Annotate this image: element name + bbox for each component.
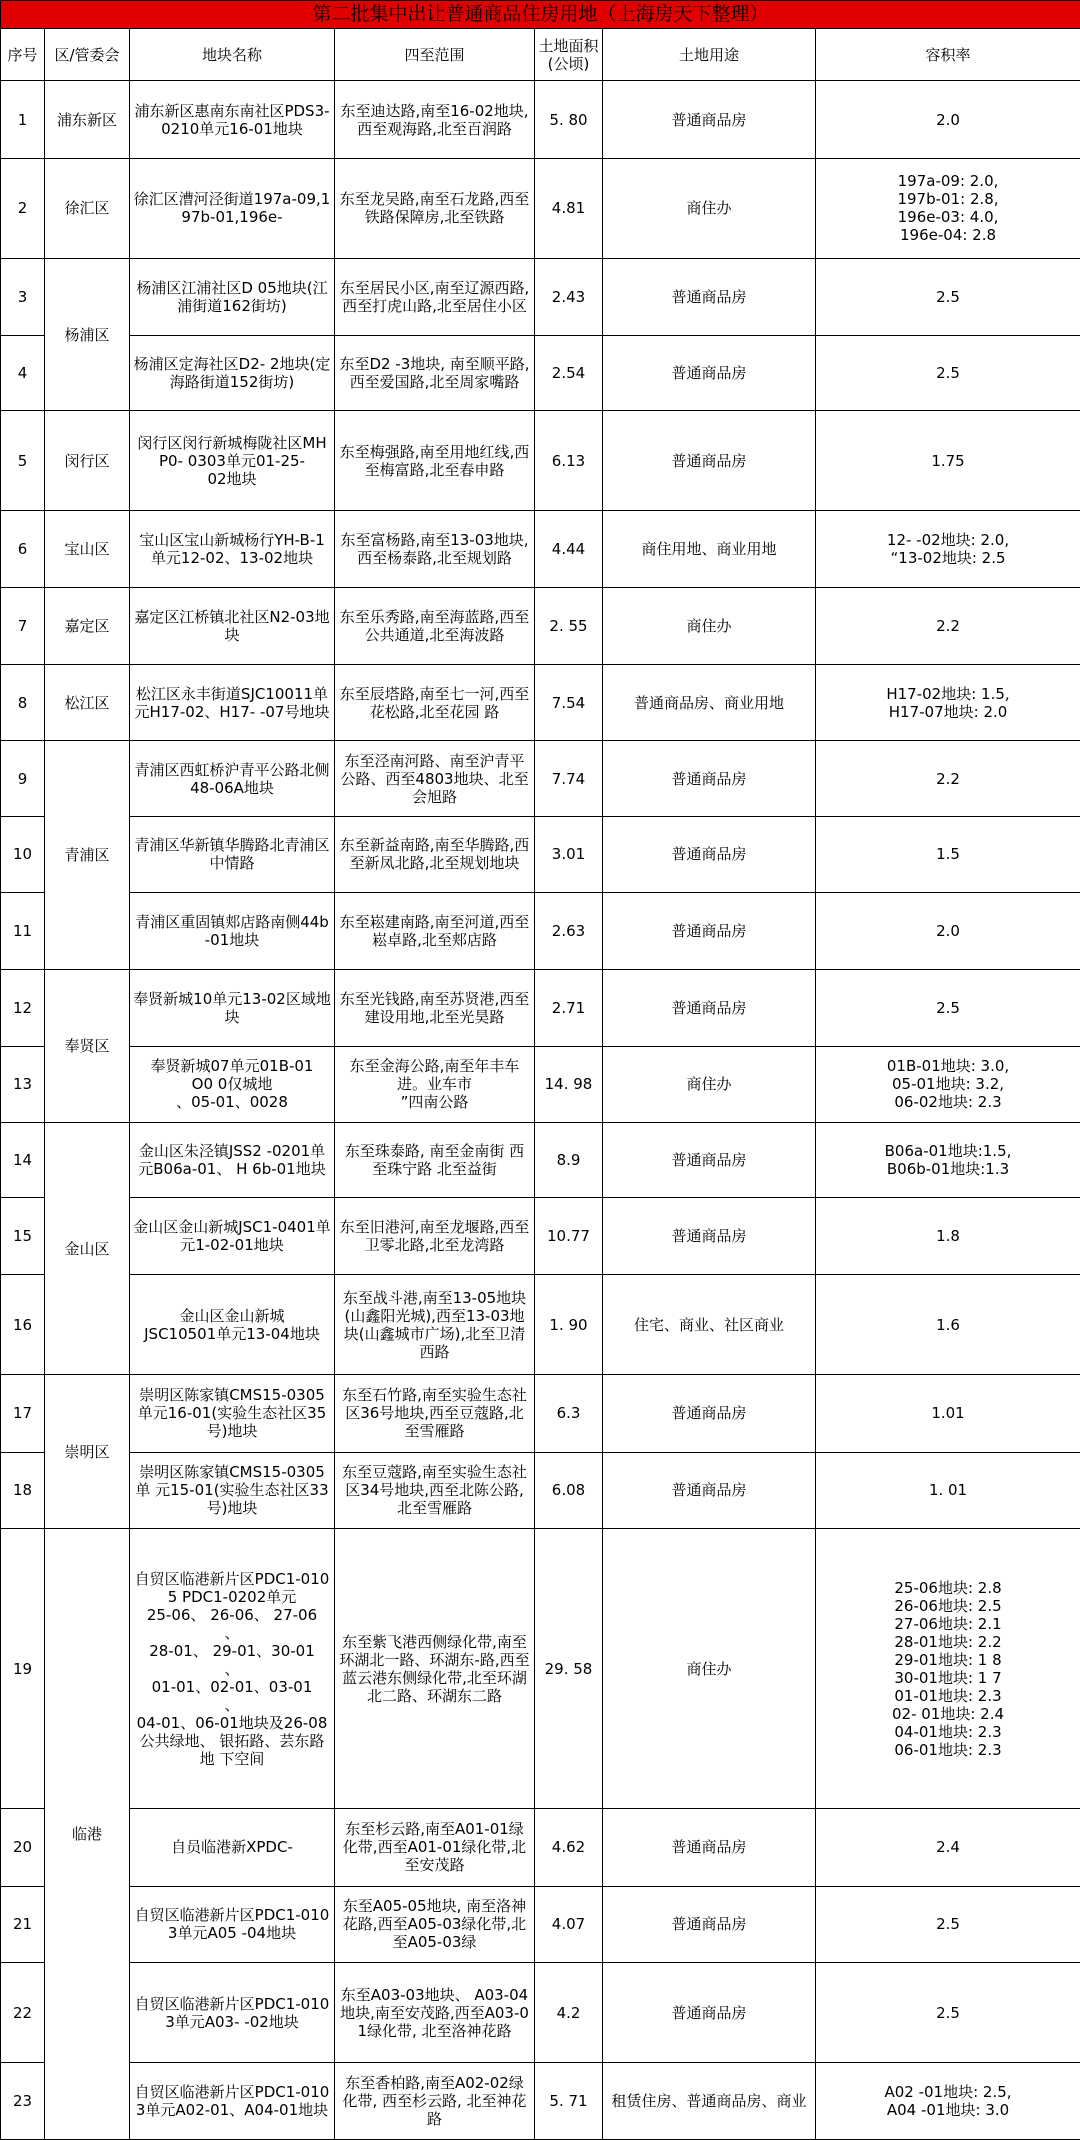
table-row xyxy=(1,587,1080,664)
header-far: 容积率 xyxy=(816,29,1080,81)
plot-name: 徐汇区漕河泾街道197a-09,197b-01,196e- xyxy=(130,158,335,258)
table-row xyxy=(1,1123,1080,1198)
header-bounds: 四至范围 xyxy=(335,29,535,81)
row-number: 15 xyxy=(1,1198,45,1274)
plot-bounds: 东至石竹路,南至实验生态社区36号地块,西至豆蔻路,北至雪雁路 xyxy=(335,1375,535,1452)
table-row xyxy=(1,1452,1080,1528)
land-use: 商住办 xyxy=(603,1528,816,1808)
table-row xyxy=(1,2063,1080,2140)
floor-area-ratio: A02 -01地块: 2.5, A04 -01地块: 3.0 xyxy=(816,2063,1080,2140)
district-cell: 宝山区 xyxy=(45,511,130,587)
land-use: 商住用地、商业用地 xyxy=(603,511,816,587)
land-use: 普通商品房 xyxy=(603,893,816,970)
floor-area-ratio: B06a-01地块:1.5, B06b-01地块:1.3 xyxy=(816,1123,1080,1198)
floor-area-ratio: 2.5 xyxy=(816,1886,1080,1962)
plot-name: 青浦区西虹桥沪青平公路北侧48-06A地块 xyxy=(130,741,335,816)
district-cell: 浦东新区 xyxy=(45,81,130,158)
land-area: 2.43 xyxy=(535,259,603,335)
land-use: 普通商品房 xyxy=(603,741,816,816)
land-use: 住宅、商业、社区商业 xyxy=(603,1274,816,1374)
plot-name: 自贸区临港新片区PDC1-0103单元A02-01、A04-01地块 xyxy=(130,2063,335,2140)
header-no: 序号 xyxy=(1,29,45,81)
plot-bounds: 东至新益南路,南至华腾路,西至新凤北路,北至规划地块 xyxy=(335,816,535,892)
land-use: 普通商品房 xyxy=(603,335,816,410)
plot-bounds: 东至崧建南路,南至河道,西至崧卓路,北至郏店路 xyxy=(335,893,535,970)
table-row xyxy=(1,511,1080,587)
plot-name: 奉贤新城10单元13-02区域地块 xyxy=(130,970,335,1046)
land-area: 4.2 xyxy=(535,1962,603,2062)
land-area: 7.74 xyxy=(535,741,603,816)
plot-name: 宝山区宝山新城杨行YH-B-1单元12-02、13-02地块 xyxy=(130,511,335,587)
plot-bounds: 东至富杨路,南至13-03地块,西至杨泰路,北至规划路 xyxy=(335,511,535,587)
table-row xyxy=(1,1375,1080,1452)
plot-bounds: 东至香柏路,南至A02-02绿化带, 西至杉云路, 北至神花路 xyxy=(335,2063,535,2140)
table-row xyxy=(1,158,1080,258)
plot-bounds: 东至A05-05地块, 南至洛神花路,西至A05-03绿化带,北至A05-03绿 xyxy=(335,1886,535,1962)
land-area: 2.63 xyxy=(535,893,603,970)
land-use: 商住办 xyxy=(603,587,816,664)
floor-area-ratio: 197a-09: 2.0, 197b-01: 2.8, 196e-03: 4.0, 196e-04: 2.8 xyxy=(816,158,1080,258)
plot-name: 金山区金山新城 JSC10501单元13-04地块 xyxy=(130,1274,335,1374)
row-number: 10 xyxy=(1,816,45,892)
land-area: 2.54 xyxy=(535,335,603,410)
table-row xyxy=(1,259,1080,335)
plot-name: 金山区金山新城JSC1-0401单元1-02-01地块 xyxy=(130,1198,335,1274)
row-number: 3 xyxy=(1,259,45,335)
plot-bounds: 东至D2 -3地块, 南至顺平路,西至爱国路,北至周家嘴路 xyxy=(335,335,535,410)
row-number: 1 xyxy=(1,81,45,158)
floor-area-ratio: 25-06地块: 2.8 26-06地块: 2.5 27-06地块: 2.1 28-01地块: 2.2 29-01地块: 1 8 30-01地块: 1 7 01-01地块: 2.3 02- 01地块: 2.4 04-01地块: 2.3 06-01地块: 2.3 xyxy=(816,1528,1080,1808)
floor-area-ratio: 2.4 xyxy=(816,1809,1080,1886)
table-row xyxy=(1,410,1080,510)
table-row xyxy=(1,81,1080,158)
land-area: 4.07 xyxy=(535,1886,603,1962)
plot-name: 杨浦区定海社区D2- 2地块(定海路街道152街坊) xyxy=(130,335,335,410)
row-number: 22 xyxy=(1,1962,45,2062)
land-use: 普通商品房 xyxy=(603,1962,816,2062)
table-row xyxy=(1,1046,1080,1122)
district-cell: 奉贤区 xyxy=(45,970,130,1123)
table-row xyxy=(1,816,1080,892)
floor-area-ratio: 2.5 xyxy=(816,970,1080,1046)
row-number: 7 xyxy=(1,587,45,664)
table-row xyxy=(1,1962,1080,2062)
plot-name: 闵行区闵行新城梅陇社区MHP0- 0303单元01-25- 02地块 xyxy=(130,410,335,510)
table-row xyxy=(1,893,1080,970)
row-number: 12 xyxy=(1,970,45,1046)
table-row xyxy=(1,335,1080,410)
row-number: 5 xyxy=(1,410,45,510)
plot-name: 青浦区重固镇郏店路南侧44b-01地块 xyxy=(130,893,335,970)
title-row xyxy=(1,1,1080,29)
district-cell: 杨浦区 xyxy=(45,259,130,411)
land-area: 29. 58 xyxy=(535,1528,603,1808)
land-area: 4.44 xyxy=(535,511,603,587)
table-row xyxy=(1,1274,1080,1374)
land-area: 2.71 xyxy=(535,970,603,1046)
plot-bounds: 东至金海公路,南至年丰车进。业车市 ”四南公路 xyxy=(335,1046,535,1122)
row-number: 23 xyxy=(1,2063,45,2140)
land-use: 普通商品房 xyxy=(603,81,816,158)
header-plot-name: 地块名称 xyxy=(130,29,335,81)
header-use: 土地用途 xyxy=(603,29,816,81)
plot-name: 杨浦区江浦社区D 05地块(江浦街道162街坊) xyxy=(130,259,335,335)
table-row xyxy=(1,1886,1080,1962)
table-row xyxy=(1,970,1080,1046)
plot-bounds: 东至光钱路,南至苏贤港,西至建设用地,北至光昊路 xyxy=(335,970,535,1046)
row-number: 4 xyxy=(1,335,45,410)
plot-bounds: 东至旧港河,南至龙堰路,西至卫零北路,北至龙湾路 xyxy=(335,1198,535,1274)
row-number: 13 xyxy=(1,1046,45,1122)
plot-name: 嘉定区江桥镇北社区N2-03地块 xyxy=(130,587,335,664)
land-area: 10.77 xyxy=(535,1198,603,1274)
land-use: 普通商品房 xyxy=(603,410,816,510)
row-number: 20 xyxy=(1,1809,45,1886)
plot-bounds: 东至A03-03地块、 A03-04地块,南至安茂路,西至A03-01绿化带, 北至洛神花路 xyxy=(335,1962,535,2062)
land-use: 普通商品房 xyxy=(603,1198,816,1274)
plot-name: 自贸区临港新片区PDC1-0105 PDC1-0202单元 25-06、 26-06、 27-06 、 28-01、 29-01、30-01 、 01-01、02-01、03-01 、 04-01、06-01地块及26-08公共绿地、 银拓路、芸东路地 下空间 xyxy=(130,1528,335,1808)
row-number: 9 xyxy=(1,741,45,816)
plot-bounds: 东至梅强路,南至用地红线,西至梅富路,北至春申路 xyxy=(335,410,535,510)
plot-bounds: 东至豆蔻路,南至实验生态社区34号地块,西至北陈公路,北至雪雁路 xyxy=(335,1452,535,1528)
row-number: 21 xyxy=(1,1886,45,1962)
floor-area-ratio: 1.5 xyxy=(816,816,1080,892)
floor-area-ratio: 1. 01 xyxy=(816,1452,1080,1528)
land-use: 普通商品房 xyxy=(603,816,816,892)
land-area: 5. 80 xyxy=(535,81,603,158)
plot-bounds: 东至乐秀路,南至海蓝路,西至公共通道,北至海波路 xyxy=(335,587,535,664)
plot-bounds: 东至迪达路,南至16-02地块,西至观海路,北至百润路 xyxy=(335,81,535,158)
land-area: 4.62 xyxy=(535,1809,603,1886)
district-cell: 临港 xyxy=(45,1528,130,2139)
land-use: 普通商品房 xyxy=(603,1123,816,1198)
floor-area-ratio: 2.5 xyxy=(816,335,1080,410)
land-use: 商住办 xyxy=(603,1046,816,1122)
plot-bounds: 东至龙吴路,南至石龙路,西至铁路保障房,北至铁路 xyxy=(335,158,535,258)
floor-area-ratio: 2.5 xyxy=(816,259,1080,335)
land-use: 租赁住房、普通商品房、商业 xyxy=(603,2063,816,2140)
district-cell: 松江区 xyxy=(45,665,130,741)
row-number: 6 xyxy=(1,511,45,587)
floor-area-ratio: H17-02地块: 1.5, H17-07地块: 2.0 xyxy=(816,665,1080,741)
plot-bounds: 东至紫飞港西侧绿化带,南至环湖北一路、环湖东-路,西至蓝云港东侧绿化带,北至环湖北二路、环湖东二路 xyxy=(335,1528,535,1808)
plot-name: 崇明区陈家镇CMS15-0305单元16-01(实验生态社区35号)地块 xyxy=(130,1375,335,1452)
plot-bounds: 东至珠泰路, 南至金南街 西至珠宁路 北至益街 xyxy=(335,1123,535,1198)
land-area: 5. 71 xyxy=(535,2063,603,2140)
district-cell: 青浦区 xyxy=(45,741,130,970)
district-cell: 闵行区 xyxy=(45,410,130,510)
land-use: 普通商品房 xyxy=(603,970,816,1046)
table-row xyxy=(1,741,1080,816)
header-row xyxy=(1,29,1080,81)
district-cell: 嘉定区 xyxy=(45,587,130,664)
plot-name: 浦东新区惠南东南社区PDS3-0210单元16-01地块 xyxy=(130,81,335,158)
land-area: 3.01 xyxy=(535,816,603,892)
row-number: 11 xyxy=(1,893,45,970)
row-number: 19 xyxy=(1,1528,45,1808)
land-area: 6.08 xyxy=(535,1452,603,1528)
row-number: 14 xyxy=(1,1123,45,1198)
table-row xyxy=(1,1528,1080,1808)
district-cell: 金山区 xyxy=(45,1123,130,1375)
header-area: 土地面积 (公顷) xyxy=(535,29,603,81)
floor-area-ratio: 2.2 xyxy=(816,741,1080,816)
floor-area-ratio: 1.75 xyxy=(816,410,1080,510)
plot-bounds: 东至居民小区,南至辽源西路,西至打虎山路,北至居住小区 xyxy=(335,259,535,335)
land-area: 4.81 xyxy=(535,158,603,258)
land-area: 7.54 xyxy=(535,665,603,741)
row-number: 8 xyxy=(1,665,45,741)
floor-area-ratio: 1.01 xyxy=(816,1375,1080,1452)
land-area: 14. 98 xyxy=(535,1046,603,1122)
land-area: 1. 90 xyxy=(535,1274,603,1374)
land-area: 2. 55 xyxy=(535,587,603,664)
row-number: 18 xyxy=(1,1452,45,1528)
floor-area-ratio: 2.0 xyxy=(816,893,1080,970)
plot-name: 奉贤新城07单元01B-01 O0 0仅城地 、05-01、0028 xyxy=(130,1046,335,1122)
table-row xyxy=(1,1198,1080,1274)
plot-bounds: 东至泾南河路、南至沪青平公路、西至4803地块、北至会旭路 xyxy=(335,741,535,816)
header-district: 区/管委会 xyxy=(45,29,130,81)
plot-name: 松江区永丰街道SJC10011单元H17-02、H17- -07号地块 xyxy=(130,665,335,741)
land-area: 6.3 xyxy=(535,1375,603,1452)
land-use: 商住办 xyxy=(603,158,816,258)
land-use: 普通商品房 xyxy=(603,1375,816,1452)
row-number: 16 xyxy=(1,1274,45,1374)
floor-area-ratio: 12- -02地块: 2.0, “13-02地块: 2.5 xyxy=(816,511,1080,587)
plot-name: 自贸区临港新片区PDC1-0103单元A05 -04地块 xyxy=(130,1886,335,1962)
floor-area-ratio: 1.6 xyxy=(816,1274,1080,1374)
table-row xyxy=(1,665,1080,741)
land-area: 8.9 xyxy=(535,1123,603,1198)
land-use: 普通商品房 xyxy=(603,1809,816,1886)
table-row xyxy=(1,1809,1080,1886)
floor-area-ratio: 2.2 xyxy=(816,587,1080,664)
plot-name: 青浦区华新镇华腾路北青浦区中情路 xyxy=(130,816,335,892)
land-use: 普通商品房 xyxy=(603,259,816,335)
floor-area-ratio: 01B-01地块: 3.0, 05-01地块: 3.2, 06-02地块: 2.3 xyxy=(816,1046,1080,1122)
plot-name: 自员临港新XPDC- xyxy=(130,1809,335,1886)
plot-bounds: 东至杉云路,南至A01-01绿化带,西至A01-01绿化带,北至安茂路 xyxy=(335,1809,535,1886)
land-use: 普通商品房 xyxy=(603,1886,816,1962)
land-use: 普通商品房 xyxy=(603,1452,816,1528)
plot-name: 崇明区陈家镇CMS15-0305单 元15-01(实验生态社区33号)地块 xyxy=(130,1452,335,1528)
land-use: 普通商品房、商业用地 xyxy=(603,665,816,741)
district-cell: 徐汇区 xyxy=(45,158,130,258)
plot-name: 金山区朱泾镇JSS2 -0201单元B06a-01、 H 6b-01地块 xyxy=(130,1123,335,1198)
plot-name: 自贸区临港新片区PDC1-0103单元A03- -02地块 xyxy=(130,1962,335,2062)
plot-bounds: 东至辰塔路,南至七一河,西至花松路,北至花园 路 xyxy=(335,665,535,741)
floor-area-ratio: 2.5 xyxy=(816,1962,1080,2062)
land-area: 6.13 xyxy=(535,410,603,510)
row-number: 2 xyxy=(1,158,45,258)
row-number: 17 xyxy=(1,1375,45,1452)
floor-area-ratio: 2.0 xyxy=(816,81,1080,158)
table-title: 第二批集中出让普通商品住房用地（上海房天下整理） xyxy=(1,1,1080,29)
floor-area-ratio: 1.8 xyxy=(816,1198,1080,1274)
district-cell: 崇明区 xyxy=(45,1375,130,1529)
plot-bounds: 东至战斗港,南至13-05地块(山鑫阳光城),西至13-03地块(山鑫城市广场),北至卫清西路 xyxy=(335,1274,535,1374)
